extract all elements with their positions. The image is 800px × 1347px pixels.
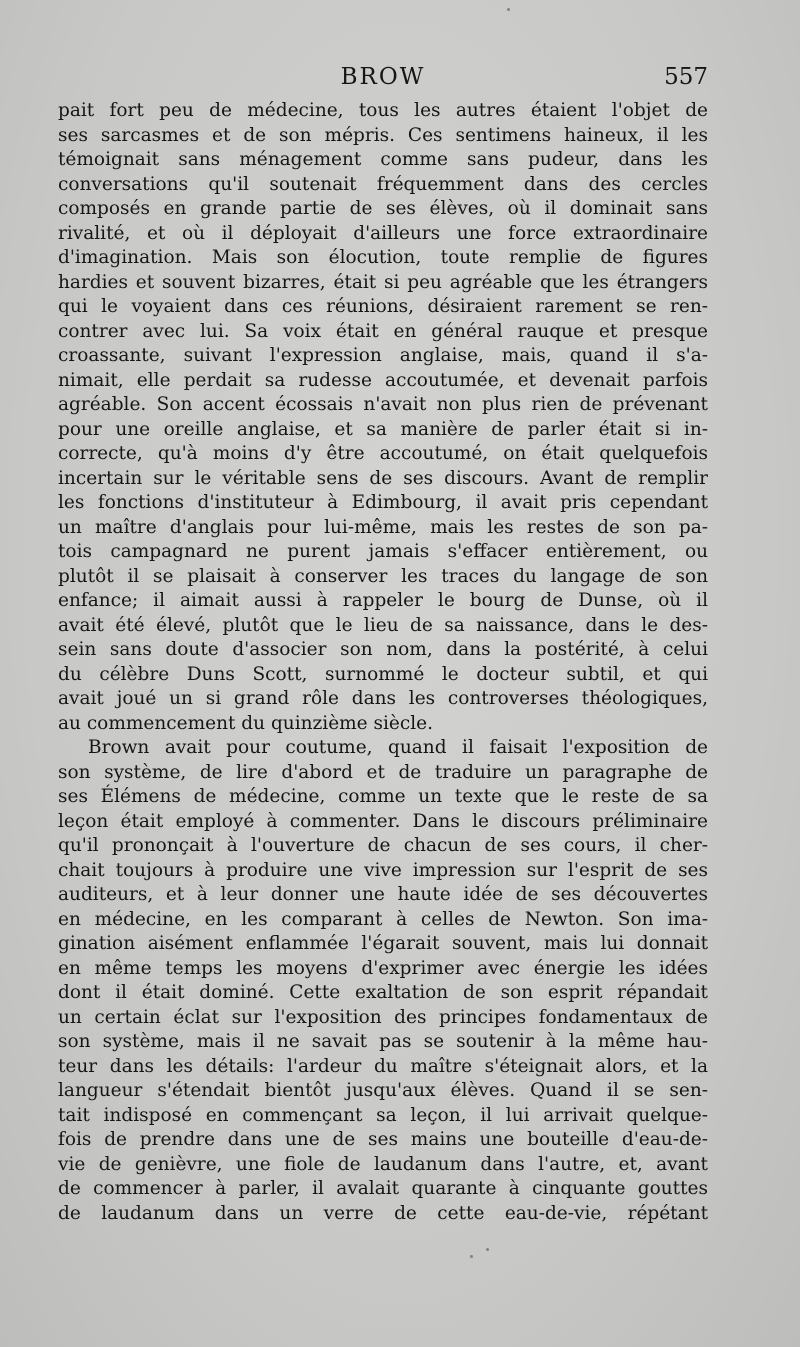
text-line: son système, mais il ne savait pas se soutenir à la même hau- (58, 1031, 708, 1052)
text-line: témoignait sans ménagement comme sans pudeur, dans les (58, 149, 708, 170)
text-line: auditeurs, et à leur donner une haute idée de ses découvertes (58, 884, 708, 905)
text-line: correcte, qu'à moins d'y être accoutumé, on était quelquefois (58, 443, 708, 464)
text-line: agréable. Son accent écossais n'avait non plus rien de prévenant (58, 394, 708, 415)
text-line: vie de genièvre, une fiole de laudanum dans l'autre, et, avant (58, 1153, 708, 1175)
text-line: gination aisément enflammée l'égarait souvent, mais lui donnait (58, 933, 708, 954)
text-line: nimait, elle perdait sa rudesse accoutumée, et devenait parfois (58, 369, 708, 391)
text-line: fois de prendre dans une de ses mains une bouteille d'eau-de- (58, 1129, 708, 1150)
text-line: Brown avait pour coutume, quand il faisait l'exposition de (88, 737, 708, 758)
text-line: son système, de lire d'abord et de traduire un paragraphe de (58, 761, 708, 783)
text-line: tait indisposé en commençant sa leçon, il lui arrivait quelque- (58, 1104, 708, 1126)
text-line: qu'il prononçait à l'ouverture de chacun de ses cours, il cher- (58, 835, 708, 856)
body-text (58, 99, 708, 1226)
running-head: BROW (340, 64, 426, 90)
text-line: chait toujours à produire une vive impression sur l'esprit de ses (58, 859, 708, 881)
text-line: ses sarcasmes et de son mépris. Ces sentimens haineux, il les (58, 124, 708, 146)
paper-speck (507, 8, 510, 11)
text-line: incertain sur le véritable sens de ses discours. Avant de remplir (58, 467, 708, 489)
text-line: au commencement du quinzième siècle. (58, 712, 433, 734)
text-line: leçon était employé à commenter. Dans le discours préliminaire (58, 810, 708, 832)
text-line: composés en grande partie de ses élèves, où il dominait sans (58, 198, 708, 219)
text-line: rivalité, et où il déployait d'ailleurs une force extraordinaire (58, 222, 708, 244)
paper-speck (470, 1255, 473, 1258)
text-line: hardies et souvent bizarres, était si peu agréable que les étrangers (58, 271, 708, 293)
text-line: plutôt il se plaisait à conserver les traces du langage de son (58, 565, 708, 587)
text-line: conversations qu'il soutenait fréquemment dans des cercles (58, 173, 708, 195)
text-line: d'imagination. Mais son élocution, toute remplie de figures (58, 247, 708, 268)
page-header (58, 64, 708, 98)
text-line: pait fort peu de médecine, tous les autres étaient l'objet de (58, 100, 708, 121)
text-line: dont il était dominé. Cette exaltation de son esprit répandait (58, 982, 708, 1003)
text-line: croassante, suivant l'expression anglaise, mais, quand il s'a- (58, 345, 708, 366)
text-line: les fonctions d'instituteur à Edimbourg, il avait pris cependant (58, 492, 708, 513)
text-line: en même temps les moyens d'exprimer avec énergie les idées (58, 957, 708, 979)
text-line: enfance; il aimait aussi à rappeler le bourg de Dunse, où il (58, 590, 708, 611)
text-line: avait été élevé, plutôt que le lieu de sa naissance, dans le des- (58, 614, 708, 636)
page-number: 557 (664, 64, 708, 90)
paper-speck (486, 1248, 489, 1251)
text-line: ses Élémens de médecine, comme un texte que le reste de sa (58, 786, 708, 807)
text-line: pour une oreille anglaise, et sa manière de parler était si in- (58, 418, 708, 440)
text-line: qui le voyaient dans ces réunions, désiraient rarement se ren- (58, 296, 708, 317)
text-line: en médecine, en les comparant à celles de Newton. Son ima- (58, 908, 708, 930)
text-line: de commencer à parler, il avalait quarante à cinquante gouttes (58, 1178, 708, 1199)
text-line: un maître d'anglais pour lui-même, mais les restes de son pa- (58, 516, 708, 538)
text-line: teur dans les détails: l'ardeur du maître s'éteignait alors, et la (58, 1055, 708, 1077)
text-line: langueur s'étendait bientôt jusqu'aux élèves. Quand il se sen- (58, 1080, 708, 1101)
text-line: sein sans doute d'associer son nom, dans la postérité, à celui (58, 639, 708, 660)
text-line: contrer avec lui. Sa voix était en général rauque et presque (58, 320, 708, 342)
text-line: un certain éclat sur l'exposition des principes fondamentaux de (58, 1006, 708, 1028)
text-line: de laudanum dans un verre de cette eau-de-vie, répétant (58, 1202, 708, 1224)
text-line: tois campagnard ne purent jamais s'effacer entièrement, ou (58, 541, 708, 562)
text-line: avait joué un si grand rôle dans les controverses théologiques, (58, 688, 708, 709)
text-line: du célèbre Duns Scott, surnommé le docteur subtil, et qui (58, 663, 708, 685)
